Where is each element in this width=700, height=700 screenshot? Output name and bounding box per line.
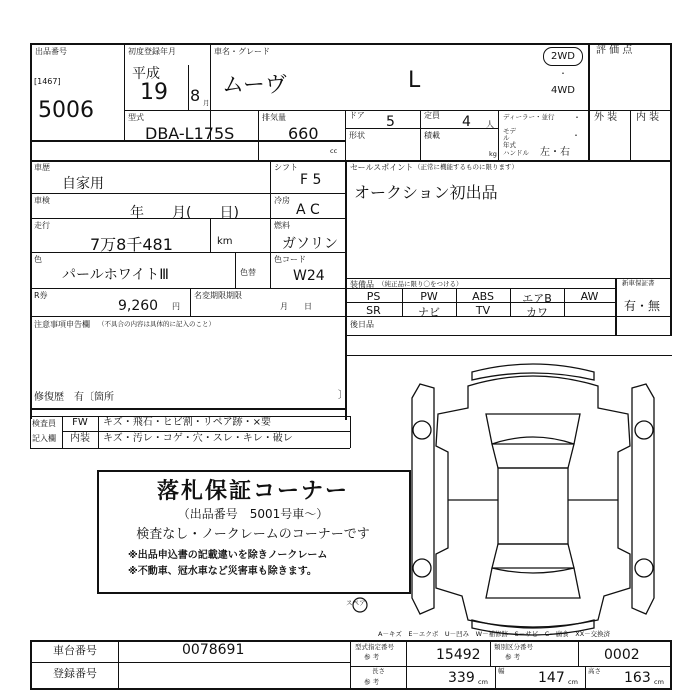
type-designation-label: 型式指定番号 <box>355 643 394 651</box>
guarantee-corner-sub: （出品番号 5001号車～） <box>177 507 329 521</box>
height-value: 163 <box>624 670 651 686</box>
model-label: 型式 <box>128 113 144 122</box>
era-label: 平成 <box>132 66 160 82</box>
sales-point-value: オークション初出品 <box>354 183 498 202</box>
lot-number: 5006 <box>38 98 94 123</box>
spare-label: スペア <box>346 599 366 607</box>
car-right-side <box>632 384 654 614</box>
width-value: 147 <box>538 670 565 686</box>
rating-label: 評 価 点 <box>596 45 633 56</box>
ac-value: A C <box>296 202 320 218</box>
length-value: 339 <box>448 670 475 686</box>
wheel-front-right <box>635 421 653 439</box>
chassis-label: 車台番号 <box>53 644 97 657</box>
color-code-value: W24 <box>293 268 325 284</box>
type-ref-label: 参 考 <box>364 653 380 661</box>
front-bumper <box>472 364 594 380</box>
fuel-label: 燃料 <box>274 221 290 230</box>
color-code-label: 色コード <box>274 255 306 264</box>
equip-airbag: エアB <box>522 292 552 305</box>
equip-leather: カワ <box>526 306 548 319</box>
car-left-side <box>412 384 434 614</box>
chassis-number: 0078691 <box>182 642 245 658</box>
car-name: ムーヴ <box>222 73 287 98</box>
car-windshield <box>492 437 574 468</box>
registration-month: 8 <box>190 86 201 105</box>
wheel-rear-left <box>413 559 431 577</box>
car-roof <box>498 468 568 544</box>
color-change-label: 色替 <box>240 268 256 277</box>
inspection-value: 年 月( 日) <box>130 205 239 221</box>
class-label: 類別区分番号 <box>494 643 533 651</box>
color-value: パールホワイトⅢ <box>62 267 169 283</box>
class-ref-label: 参 考 <box>505 653 521 661</box>
certificate-value: 月 日 <box>280 302 312 311</box>
warranty-value: 有・無 <box>624 299 661 313</box>
shape-label: 形状 <box>349 131 365 140</box>
shift-label: シフト <box>274 163 298 172</box>
equip-abs: ABS <box>472 290 494 303</box>
car-hood <box>486 414 580 444</box>
length-label: 長さ <box>372 667 385 675</box>
warranty-label: 新車保証書 <box>622 279 655 287</box>
aftermarket-label: 後日品 <box>350 320 374 329</box>
exterior-label: 外 装 <box>594 112 618 123</box>
displacement-label: 排気量 <box>262 113 286 122</box>
height-unit: cm <box>654 678 664 686</box>
mileage-value: 7万8千481 <box>90 235 173 254</box>
lot-sub-number: [1467] <box>34 77 61 86</box>
inspection-label: 車検 <box>34 196 50 205</box>
registration-year: 19 <box>140 80 168 105</box>
guarantee-note-1: ※出品申込書の記載違いを除きノークレーム <box>128 550 328 561</box>
interior-inspect-label: 内装 <box>70 433 90 444</box>
equip-sr: SR <box>366 304 381 317</box>
ac-label: 冷房 <box>274 196 290 205</box>
damage-legend: A－キズ E－エクボ U－凹み W－補修跡 S－サビ C－腐食 XX－交換済 <box>378 630 611 638</box>
equipment-note: （純正品に限り〇をつける） <box>378 280 463 288</box>
model-code: DBA-L175S <box>145 124 235 143</box>
width-label: 幅 <box>498 667 505 675</box>
displacement-unit: cc <box>330 147 338 155</box>
mileage-label: 走行 <box>34 221 50 230</box>
certificate-label: 名変期限期限 <box>194 291 242 300</box>
fuel-value: ガソリン <box>282 236 338 252</box>
history-label: 車歴 <box>34 163 50 172</box>
capacity-unit: 人 <box>486 120 494 129</box>
length-ref-label: 参 考 <box>364 678 380 686</box>
recycle-value: 9,260 <box>118 298 159 314</box>
width-unit: cm <box>568 678 578 686</box>
type-designation-value: 15492 <box>436 647 481 663</box>
inspector-label-2: 記入欄 <box>32 434 56 443</box>
model-year-label: モデル 年式 <box>503 127 516 149</box>
loading-label: 積載 <box>424 131 440 140</box>
car-rear-window <box>492 544 574 573</box>
handle-label: ハンドル <box>503 149 529 157</box>
sales-point-label: セールスポイント <box>350 163 414 172</box>
month-unit: 月 <box>203 99 210 107</box>
equip-tv: TV <box>475 304 491 317</box>
guarantee-corner-line: 検査なし・ノークレームのコーナーです <box>136 527 370 542</box>
equip-aw: AW <box>580 290 599 303</box>
recycle-label: R券 <box>34 291 48 300</box>
displacement-value: 660 <box>288 124 319 143</box>
shift-value: F 5 <box>300 172 322 188</box>
wheel-rear-right <box>635 559 653 577</box>
color-label: 色 <box>34 255 42 264</box>
drive-2wd: 2WD <box>551 51 575 62</box>
lot-number-label: 出品番号 <box>35 47 67 56</box>
inspector-label: 検査員 <box>32 419 56 428</box>
fw-text: キズ・飛石・ヒビ割・リペア跡・×要 <box>103 417 271 428</box>
equip-ps: PS <box>366 290 381 303</box>
dealer-label: ディーラー・並行 <box>503 113 555 121</box>
car-grade: L <box>408 68 421 93</box>
height-label: 高さ <box>588 667 601 675</box>
interior-label: 内 装 <box>636 112 660 123</box>
guarantee-corner-title: 落札保証コーナー <box>156 479 349 504</box>
doors-value: 5 <box>386 114 395 130</box>
repair-bracket: 〕 <box>338 390 348 401</box>
equip-navi: ナビ <box>418 306 440 319</box>
interior-inspect-text: キズ・汚レ・コゲ・穴・スレ・キレ・破レ <box>103 433 293 444</box>
fw-label: FW <box>72 417 88 428</box>
capacity-label: 定員 <box>424 111 440 120</box>
equipment-label: 装備品 <box>350 280 374 289</box>
notes-sub: （不具合の内容は具体的に記入のこと） <box>98 320 215 328</box>
class-value: 0002 <box>604 647 640 663</box>
capacity-value: 4 <box>462 114 471 130</box>
guarantee-note-2: ※不動車、冠水車など災害車も除きます。 <box>128 566 317 577</box>
history-value: 自家用 <box>62 176 104 192</box>
wheel-front-left <box>413 421 431 439</box>
registration-label: 登録番号 <box>53 667 97 680</box>
drive-4wd: 4WD <box>551 85 575 96</box>
doors-label: ドア <box>349 111 365 120</box>
recycle-unit: 円 <box>172 302 180 311</box>
length-unit: cm <box>478 678 488 686</box>
repair-history: 修復歴 有〔箇所 <box>34 392 114 403</box>
mileage-unit: km <box>217 236 233 247</box>
first-registration-label: 初度登録年月 <box>128 47 176 56</box>
handle-value: 左・右 <box>540 147 570 158</box>
notes-label: 注意事項申告欄 <box>34 320 90 329</box>
car-damage-diagram <box>398 358 668 640</box>
equip-pw: PW <box>420 290 438 303</box>
car-name-label: 車名・グレード <box>214 47 270 56</box>
sales-point-note: （正常に機能するものに限ります） <box>414 163 518 171</box>
loading-unit: kg <box>489 150 497 158</box>
